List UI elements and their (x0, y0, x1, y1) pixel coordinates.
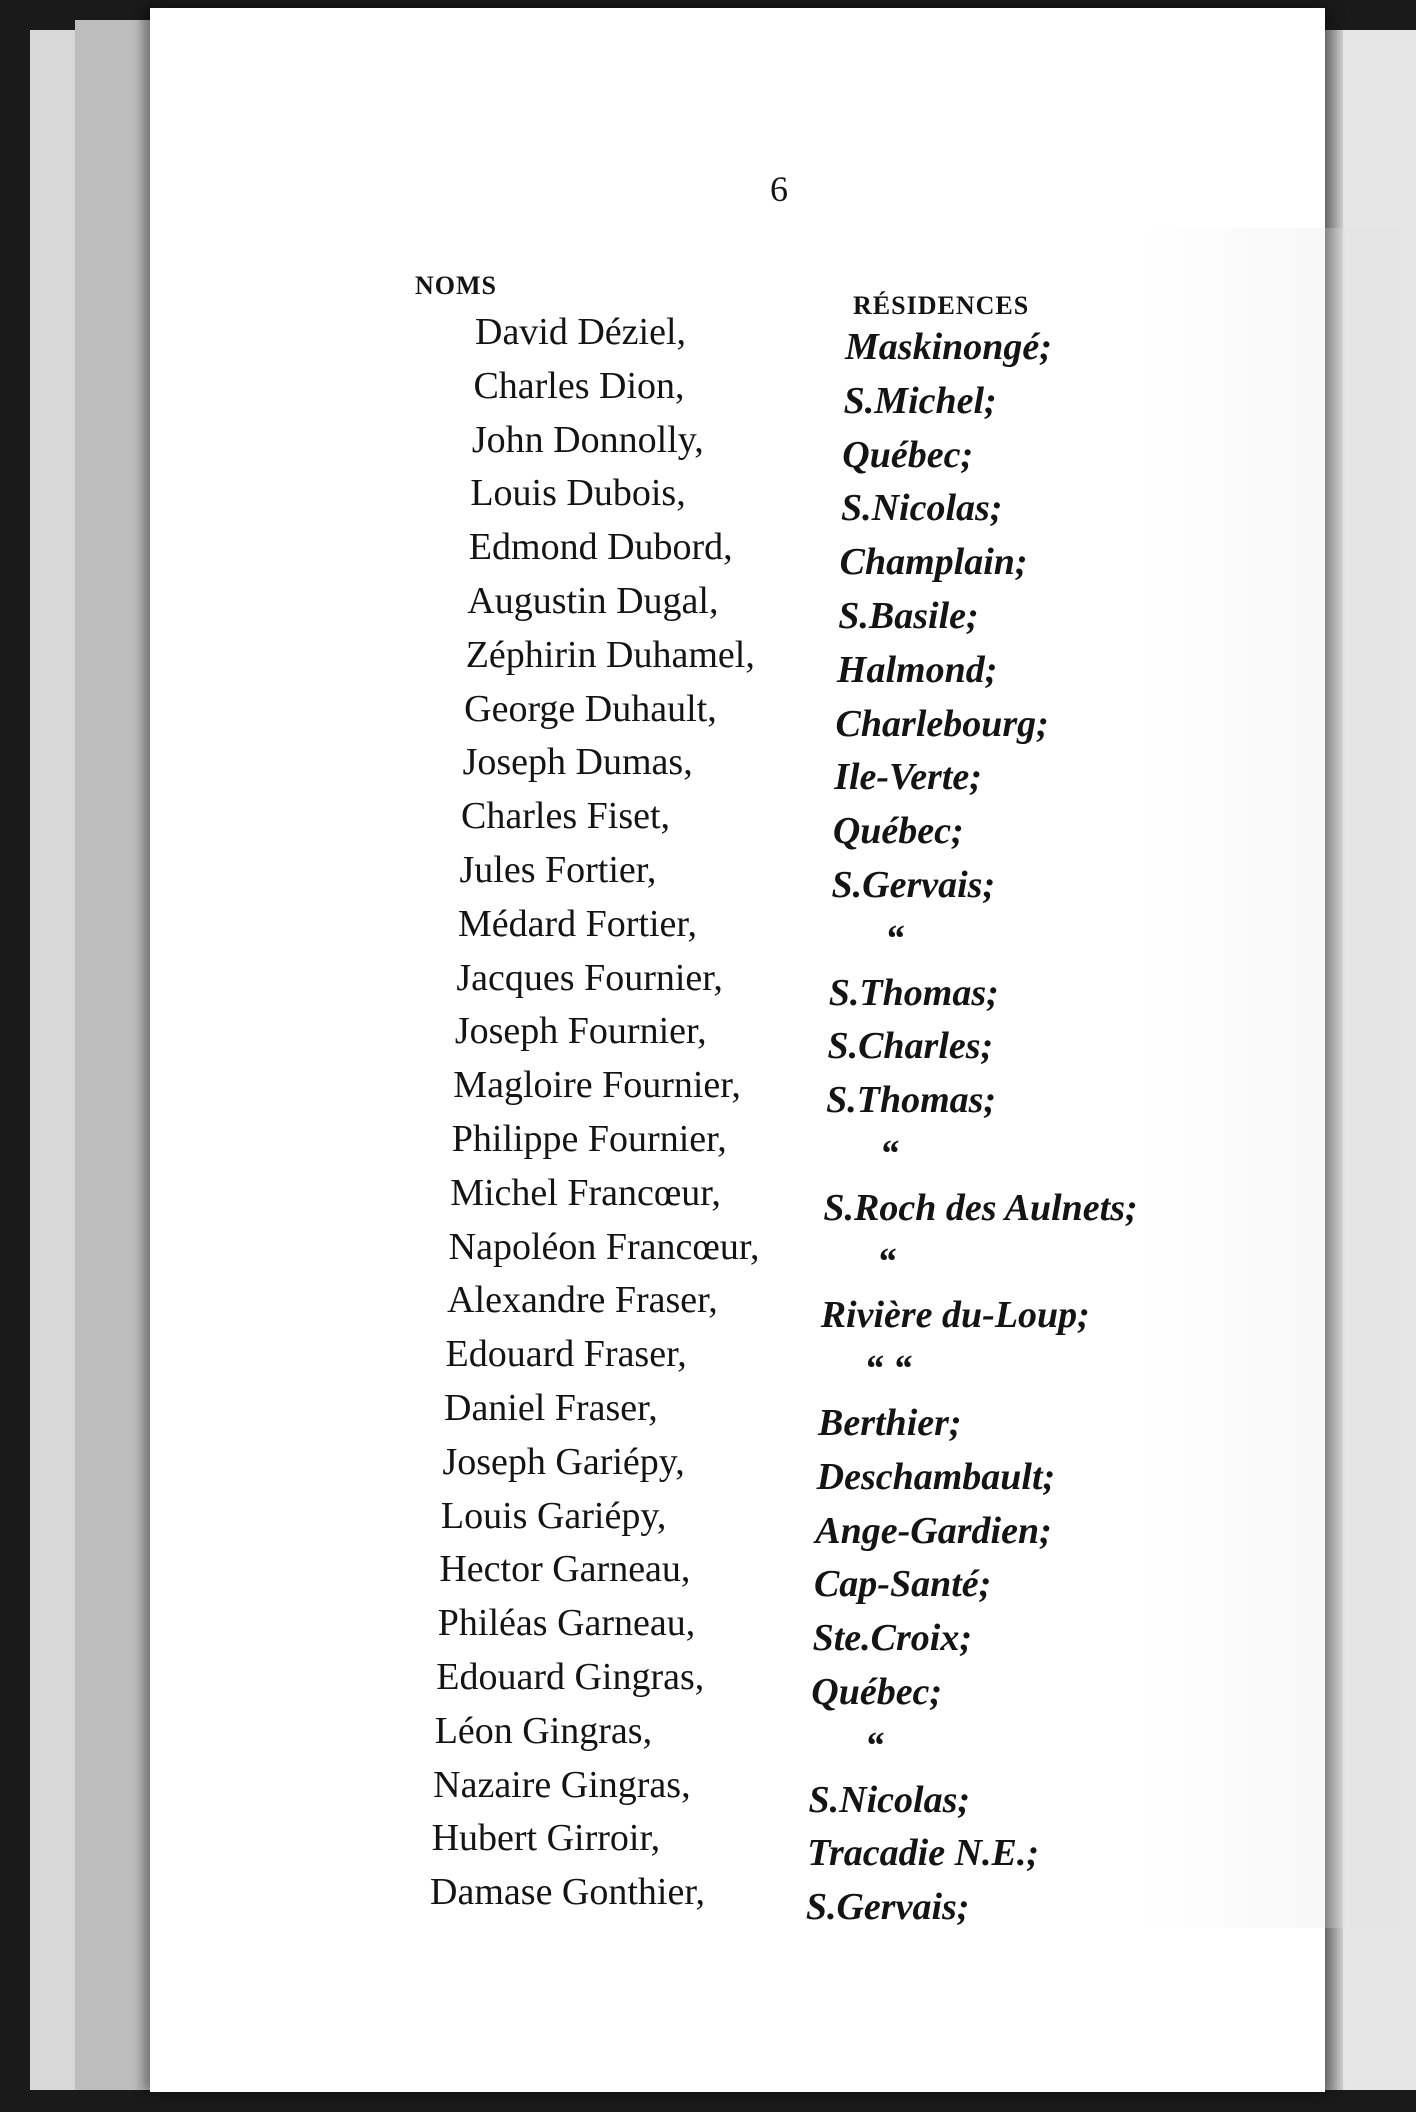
name-entry: Alexandre Fraser, (447, 1279, 718, 1322)
residence-entry: Cap-Santé; (813, 1563, 992, 1606)
name-entry: Joseph Gariépy, (442, 1440, 685, 1483)
residence-entry: Rivière du-Loup; (820, 1294, 1090, 1337)
name-entry: Edmond Dubord, (468, 526, 733, 569)
residence-entry: Champlain; (839, 541, 1028, 584)
residence-entry: Québec; (832, 810, 964, 853)
name-entry: Charles Dion, (473, 364, 685, 407)
name-entry: John Donnolly, (471, 418, 704, 461)
residence-entry: S.Thomas; (826, 1079, 997, 1122)
name-entry: Philéas Garneau, (437, 1602, 696, 1645)
name-entry: Magloire Fournier, (453, 1064, 741, 1107)
residence-entry: Halmond; (836, 648, 998, 691)
residence-entry: S.Thomas; (828, 971, 999, 1014)
residence-entry: S.Roch des Aulnets; (823, 1186, 1138, 1229)
name-entry: Zéphirin Duhamel, (465, 633, 755, 676)
residence-entry: Maskinongé; (845, 326, 1052, 368)
residence-entry: “ (864, 1724, 884, 1767)
residence-entry: S.Michel; (843, 379, 997, 422)
name-entry: Médard Fortier, (457, 902, 698, 945)
name-entry: Hector Garneau, (439, 1548, 691, 1591)
name-entry: Augustin Dugal, (467, 580, 719, 622)
name-entry: Louis Gariépy, (440, 1494, 667, 1537)
column-header-names: NOMS (415, 271, 497, 300)
residence-entry: S.Gervais; (805, 1886, 970, 1929)
residence-entry: S.Basile; (838, 595, 979, 637)
name-entry: Joseph Fournier, (454, 1010, 707, 1053)
name-entry: Joseph Dumas, (462, 741, 693, 784)
name-entry: Hubert Girroir, (431, 1817, 661, 1860)
name-entry: Edouard Gingras, (436, 1656, 705, 1698)
residence-entry: Québec; (811, 1671, 943, 1713)
name-entry: Damase Gonthier, (430, 1871, 705, 1914)
residence-entry: Charlebourg; (835, 702, 1049, 745)
residence-entry: S.Charles; (827, 1025, 994, 1068)
name-entry: Edouard Fraser, (445, 1333, 687, 1376)
column-header-residences: RÉSIDENCES (853, 291, 1030, 320)
name-entry: Jules Fortier, (459, 849, 657, 891)
residence-entry: Deschambault; (816, 1455, 1056, 1498)
residence-entry: Tracadie N.E.; (807, 1832, 1040, 1875)
residence-entry: “ (877, 1240, 897, 1283)
name-entry: Jacques Fournier, (456, 956, 723, 999)
name-entry: David Déziel, (475, 311, 687, 353)
residence-entry: S.Nicolas; (840, 487, 1003, 530)
residence-entry: “ (885, 917, 905, 960)
residence-entry: S.Gervais; (831, 864, 996, 906)
residence-entry: Ange-Gardien; (815, 1509, 1052, 1552)
page-number: 6 (770, 169, 788, 209)
residence-entry: “ “ (864, 1348, 912, 1391)
name-entry: Nazaire Gingras, (433, 1763, 691, 1806)
document-page (150, 8, 1325, 2092)
name-entry: Philippe Fournier, (451, 1118, 727, 1160)
residence-entry: Québec; (842, 433, 974, 476)
residence-entry: Berthier; (818, 1402, 962, 1444)
name-entry: George Duhault, (464, 687, 717, 730)
name-entry: Napoléon Francœur, (448, 1225, 760, 1268)
name-entry: Léon Gingras, (434, 1709, 653, 1752)
residence-entry: Ste.Croix; (812, 1617, 972, 1660)
residence-entry: “ (879, 1133, 899, 1175)
name-entry: Michel Francœur, (450, 1171, 721, 1214)
residence-entry: S.Nicolas; (808, 1778, 971, 1821)
name-entry: Daniel Fraser, (444, 1387, 658, 1429)
name-entry: Louis Dubois, (470, 472, 686, 515)
name-entry: Charles Fiset, (461, 795, 671, 838)
show-through-shading (1140, 228, 1400, 1928)
residence-entry: Ile-Verte; (834, 756, 982, 799)
